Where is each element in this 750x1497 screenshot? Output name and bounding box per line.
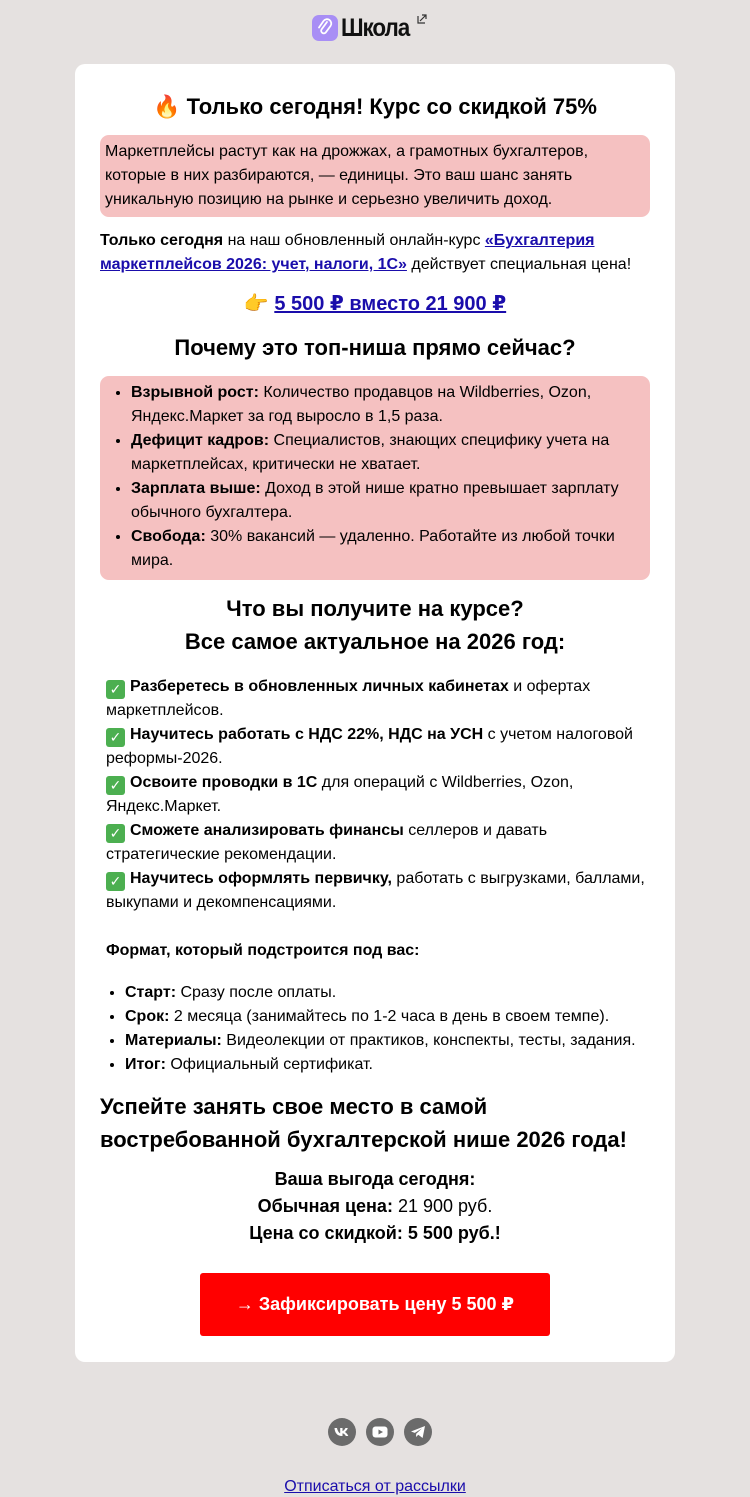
paperclip-icon <box>312 15 338 41</box>
get-item-text: работать с выгрузками, баллами, выкупами и декомпенсациями. <box>106 870 645 911</box>
intro-box: Маркетплейсы растут как на дрожжах, а грамотных бухгалтеров, которые в них разбираются, — единицы. Это ваш шанс занять уникальную позицию на рынке и серьезно увеличить доход. <box>100 135 650 217</box>
school-logo[interactable] <box>312 14 417 42</box>
format-item <box>125 1005 651 1029</box>
discount-price: Цена со скидкой: 5 500 руб.! <box>249 1223 501 1243</box>
closing-heading: Успейте занять свое место в самой востребованной бухгалтерской нише 2026 года! <box>100 1094 627 1152</box>
format-item <box>125 1029 651 1053</box>
offer-text-1: на наш обновленный онлайн-курс <box>223 232 485 249</box>
why-item-bold: Зарплата выше: <box>131 480 261 497</box>
get-item <box>106 867 646 915</box>
get-heading-2: Все самое актуальное на 2026 год: <box>184 629 566 654</box>
why-item-bold: Свобода: <box>131 528 206 545</box>
email-card <box>75 64 675 1362</box>
vk-icon[interactable] <box>328 1418 356 1446</box>
format-item-bold: Итог: <box>125 1056 166 1073</box>
offer-bold: Только сегодня <box>100 232 224 249</box>
benefit-title: Ваша выгода сегодня: <box>274 1169 476 1189</box>
why-item <box>131 477 630 525</box>
format-box <box>106 981 651 1077</box>
course-link[interactable]: «Бухгалтерия маркетплейсов 2026: учет, налоги, 1С» <box>100 232 595 273</box>
pointing-hand-icon: 👉 <box>243 293 269 315</box>
offer-text-2: действует специальная цена! <box>406 256 632 273</box>
why-item <box>131 525 630 573</box>
format-item <box>125 981 651 1005</box>
why-item-text: Специалистов, знающих специфику учета на маркетплейсах, критически не хватает. <box>131 432 610 473</box>
why-list <box>131 381 630 573</box>
why-item <box>131 381 630 429</box>
format-item-bold: Старт: <box>125 984 177 1001</box>
format-item-text: Сразу после оплаты. <box>176 984 337 1001</box>
get-item <box>106 723 646 771</box>
main-heading-text: Только сегодня! Курс со скидкой 75% <box>186 94 597 119</box>
telegram-icon[interactable] <box>404 1418 432 1446</box>
format-item-text: 2 месяца (занимайтесь по 1-2 часа в день в своем темпе). <box>169 1008 610 1025</box>
unsubscribe-link[interactable]: Отписаться от рассылки <box>284 1478 466 1495</box>
regular-price-value: 21 900 руб. <box>392 1196 493 1216</box>
format-list <box>106 981 651 1077</box>
get-heading-1: Что вы получите на курсе? <box>226 596 524 621</box>
format-item-text: Официальный сертификат. <box>165 1056 373 1073</box>
get-item-text: и офертах маркетплейсов. <box>106 678 591 719</box>
why-item-bold: Взрывной рост: <box>131 384 259 401</box>
why-item-text: 30% вакансий — удаленно. Работайте из любой точки мира. <box>131 528 615 569</box>
check-icon: ✓ <box>106 824 125 843</box>
youtube-icon[interactable] <box>366 1418 394 1446</box>
regular-price-label: Обычная цена: <box>257 1196 393 1216</box>
get-list <box>106 675 646 915</box>
get-item-text: с учетом налоговой реформы-2026. <box>106 726 633 767</box>
check-icon: ✓ <box>106 680 125 699</box>
get-item-bold: Сможете анализировать финансы <box>130 822 404 839</box>
external-mark-icon <box>416 13 428 25</box>
get-item-bold: Научитесь оформлять первичку, <box>130 870 392 887</box>
why-item-text: Доход в этой нише кратно превышает зарплату обычного бухгалтера. <box>131 480 619 521</box>
format-item-bold: Материалы: <box>125 1032 222 1049</box>
get-item-text: селлеров и давать стратегические рекомендации. <box>106 822 548 863</box>
format-item-bold: Срок: <box>125 1008 170 1025</box>
get-item-bold: Научитесь работать с НДС 22%, НДС на УСН <box>130 726 484 743</box>
price-line <box>75 290 675 318</box>
get-item-text: для операций с Wildberries, Ozon, Яндекс.Маркет. <box>106 774 574 815</box>
get-item-bold: Разберетесь в обновленных личных кабинетах <box>130 678 509 695</box>
format-item-text: Видеолекции от практиков, конспекты, тесты, задания. <box>221 1032 636 1049</box>
why-item <box>131 429 630 477</box>
get-item-bold: Освоите проводки в 1С <box>130 774 318 791</box>
why-item-text: Количество продавцов на Wildberries, Ozon, Яндекс.Маркет за год выросло в 1,5 раза. <box>131 384 592 425</box>
check-icon: ✓ <box>106 728 125 747</box>
why-item-bold: Дефицит кадров: <box>131 432 270 449</box>
get-item <box>106 771 646 819</box>
why-heading: Почему это топ-ниша прямо сейчас? <box>174 335 576 360</box>
get-item <box>106 675 646 723</box>
check-icon: ✓ <box>106 872 125 891</box>
offer-paragraph <box>100 229 650 277</box>
price-link[interactable]: 5 500 ₽ вместо 21 900 ₽ <box>274 293 507 315</box>
get-item <box>106 819 646 867</box>
fire-icon: 🔥 <box>153 94 181 119</box>
why-box <box>100 376 650 580</box>
benefit-block <box>75 1166 675 1247</box>
check-icon: ✓ <box>106 776 125 795</box>
logo-text: Школа <box>341 14 410 42</box>
fix-price-button[interactable]: → Зафиксировать цену 5 500 ₽ <box>200 1273 550 1336</box>
format-item <box>125 1053 651 1077</box>
format-heading: Формат, который подстроится под вас: <box>106 942 420 959</box>
main-heading <box>75 93 675 121</box>
